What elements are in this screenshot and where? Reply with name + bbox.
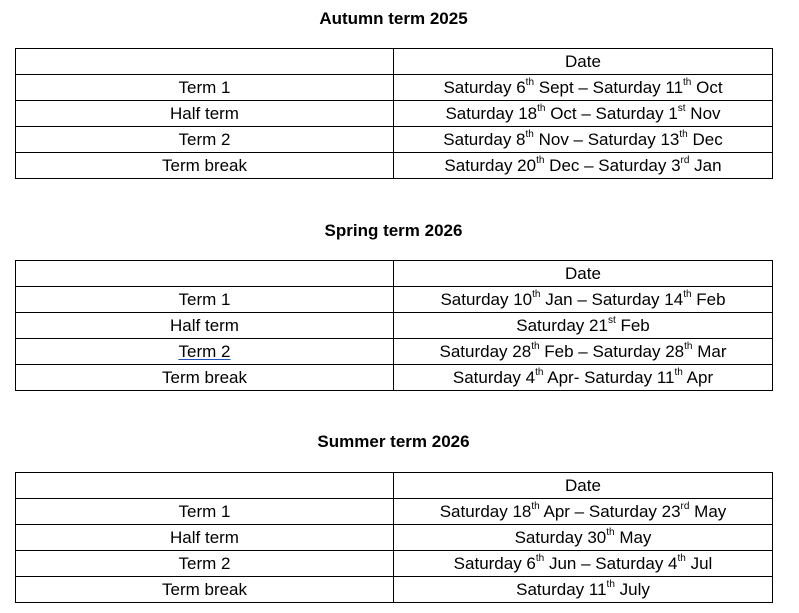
term-table-autumn bbox=[15, 48, 773, 179]
header-cell-empty bbox=[16, 261, 394, 287]
term-date: Saturday 10th Jan – Saturday 14th Feb bbox=[394, 287, 773, 313]
ordinal-suffix: th bbox=[683, 76, 692, 88]
header-cell-empty bbox=[16, 49, 394, 75]
table-header-row bbox=[16, 473, 773, 499]
table-row bbox=[16, 339, 773, 365]
term-label: Half term bbox=[16, 101, 394, 127]
ordinal-suffix: th bbox=[674, 366, 683, 378]
ordinal-suffix: th bbox=[531, 500, 540, 512]
term-date: Saturday 8th Nov – Saturday 13th Dec bbox=[394, 127, 773, 153]
ordinal-suffix: th bbox=[532, 288, 541, 300]
ordinal-suffix: st bbox=[677, 102, 686, 114]
table-header-row bbox=[16, 49, 773, 75]
table-row bbox=[16, 365, 773, 391]
ordinal-suffix: rd bbox=[680, 500, 690, 512]
table-row bbox=[16, 287, 773, 313]
ordinal-suffix: th bbox=[536, 154, 545, 166]
ordinal-suffix: th bbox=[684, 340, 693, 352]
term-date: Saturday 11th July bbox=[394, 577, 773, 603]
term-table-summer bbox=[15, 472, 773, 603]
table-row bbox=[16, 577, 773, 603]
header-cell-date: Date bbox=[394, 49, 773, 75]
term-date: Saturday 6th Jun – Saturday 4th Jul bbox=[394, 551, 773, 577]
table-row bbox=[16, 313, 773, 339]
header-cell-date: Date bbox=[394, 261, 773, 287]
term-label: Term 2 bbox=[16, 127, 394, 153]
table-row bbox=[16, 153, 773, 179]
term-table-spring bbox=[15, 260, 773, 391]
table-header-row bbox=[16, 261, 773, 287]
ordinal-suffix: th bbox=[606, 526, 615, 538]
table-row bbox=[16, 75, 773, 101]
ordinal-suffix: th bbox=[683, 288, 692, 300]
ordinal-suffix: th bbox=[535, 366, 544, 378]
term-label: Half term bbox=[16, 525, 394, 551]
header-cell-empty bbox=[16, 473, 394, 499]
section-title-autumn: Autumn term 2025 bbox=[319, 9, 468, 28]
ordinal-suffix: th bbox=[606, 578, 615, 590]
term-label: Half term bbox=[16, 313, 394, 339]
term-label: Term break bbox=[16, 577, 394, 603]
table-row bbox=[16, 525, 773, 551]
header-cell-date: Date bbox=[394, 473, 773, 499]
term-label: Term 1 bbox=[16, 499, 394, 525]
term-label: Term 2 bbox=[178, 341, 231, 361]
term-date: Saturday 21st Feb bbox=[394, 313, 773, 339]
ordinal-suffix: rd bbox=[680, 154, 690, 166]
ordinal-suffix: th bbox=[525, 76, 535, 88]
term-date: Saturday 6th Sept – Saturday 11th Oct bbox=[394, 75, 773, 101]
term-label: Term break bbox=[16, 153, 394, 179]
ordinal-suffix: th bbox=[677, 552, 686, 564]
term-label: Term break bbox=[16, 365, 394, 391]
term-label: Term 1 bbox=[16, 75, 394, 101]
ordinal-suffix: th bbox=[537, 102, 546, 114]
term-date: Saturday 18th Apr – Saturday 23rd May bbox=[394, 499, 773, 525]
term-label: Term 2 bbox=[16, 551, 394, 577]
term-date: Saturday 20th Dec – Saturday 3rd Jan bbox=[394, 153, 773, 179]
term-date: Saturday 18th Oct – Saturday 1st Nov bbox=[394, 101, 773, 127]
table-row bbox=[16, 127, 773, 153]
section-title-summer: Summer term 2026 bbox=[317, 432, 470, 451]
ordinal-suffix: th bbox=[679, 128, 688, 140]
ordinal-suffix: th bbox=[531, 340, 540, 352]
term-date: Saturday 30th May bbox=[394, 525, 773, 551]
term-date: Saturday 4th Apr- Saturday 11th Apr bbox=[394, 365, 773, 391]
term-label: Term 1 bbox=[16, 287, 394, 313]
ordinal-suffix: th bbox=[535, 552, 545, 564]
section-title-spring: Spring term 2026 bbox=[324, 221, 463, 240]
table-row bbox=[16, 499, 773, 525]
term-label-cell bbox=[16, 339, 394, 365]
table-row bbox=[16, 101, 773, 127]
ordinal-suffix: th bbox=[525, 128, 534, 140]
term-date: Saturday 28th Feb – Saturday 28th Mar bbox=[394, 339, 773, 365]
ordinal-suffix: st bbox=[607, 314, 616, 326]
table-row bbox=[16, 551, 773, 577]
